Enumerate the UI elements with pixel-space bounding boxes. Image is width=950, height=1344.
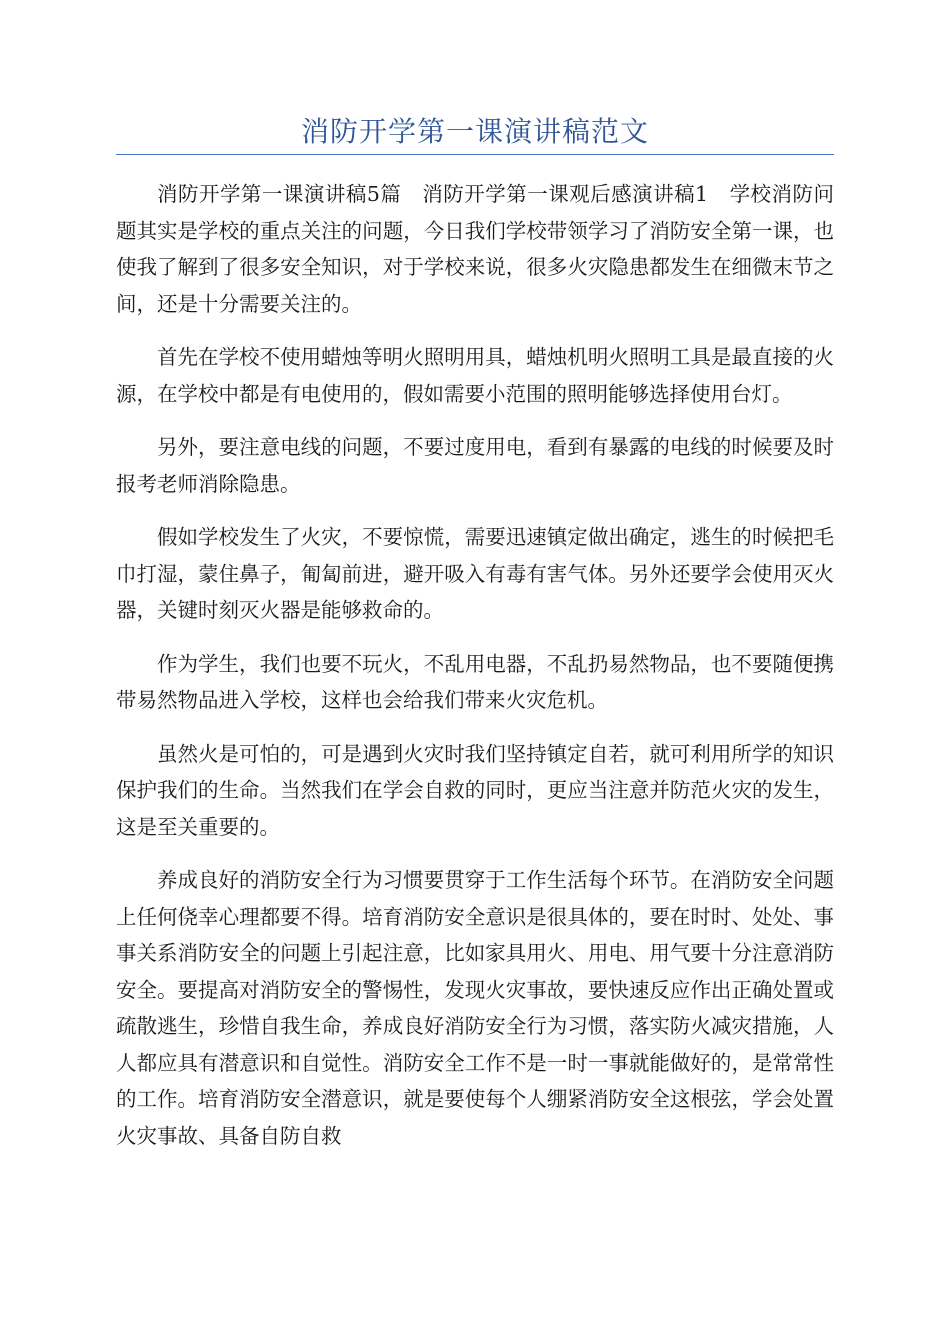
document-body: [116, 176, 834, 1171]
page-title: 消防开学第一课演讲稿范文: [300, 115, 649, 148]
paragraph-7: 养成良好的消防安全行为习惯要贯穿于工作生活每个环节。在消防安全问题上任何侥幸心理都要不得。培育消防安全意识是很具体的，要在时时、处处、事事关系消防安全的问题上引起注意，比如家具用火、用电、用气要十分注意消防安全。要提高对消防安全的警惕性，发现火灾事故，要快速反应作出正确处置或疏散逃生，珍惜自我生命，养成良好消防安全行为习惯，落实防火减灾措施，人人都应具有潜意识和自觉性。消防安全工作不是一时一事就能做好的，是常常性的工作。培育消防安全潜意识，就是要使每个人绷紧消防安全这根弦，学会处置火灾事故、具备自防自救: [116, 868, 834, 1148]
paragraph-5: 作为学生，我们也要不玩火，不乱用电器，不乱扔易然物品，也不要随便携带易然物品进入学校，这样也会给我们带来火灾危机。: [116, 651, 834, 712]
title-underline: [116, 154, 834, 155]
paragraph-6: 虽然火是可怕的，可是遇到火灾时我们坚持镇定自若，就可利用所学的知识保护我们的生命。当然我们在学会自救的同时，更应当注意并防范火灾的发生，这是至关重要的。: [116, 741, 834, 839]
paragraph-4: 假如学校发生了火灾，不要惊慌，需要迅速镇定做出确定，逃生的时候把毛巾打湿，蒙住鼻子，匍匐前进，避开吸入有毒有害气体。另外还要学会使用灭火器，关键时刻灭火器是能够救命的。: [116, 525, 834, 622]
paragraph-2: 首先在学校不使用蜡烛等明火照明用具，蜡烛机明火照明工具是最直接的火源，在学校中都是有电使用的，假如需要小范围的照明能够选择使用台灯。: [116, 345, 834, 406]
paragraph-1: 消防开学第一课演讲稿5篇 消防开学第一课观后感演讲稿1 学校消防问题其实是学校的重点关注的问题，今日我们学校带领学习了消防安全第一课，也使我了解到了很多安全知识，对于学校来说，很多火灾隐患都发生在细微末节之间，还是十分需要关注的。: [116, 182, 834, 316]
paragraph-3: 另外，要注意电线的问题，不要过度用电，看到有暴露的电线的时候要及时报考老师消除隐患。: [116, 435, 834, 496]
